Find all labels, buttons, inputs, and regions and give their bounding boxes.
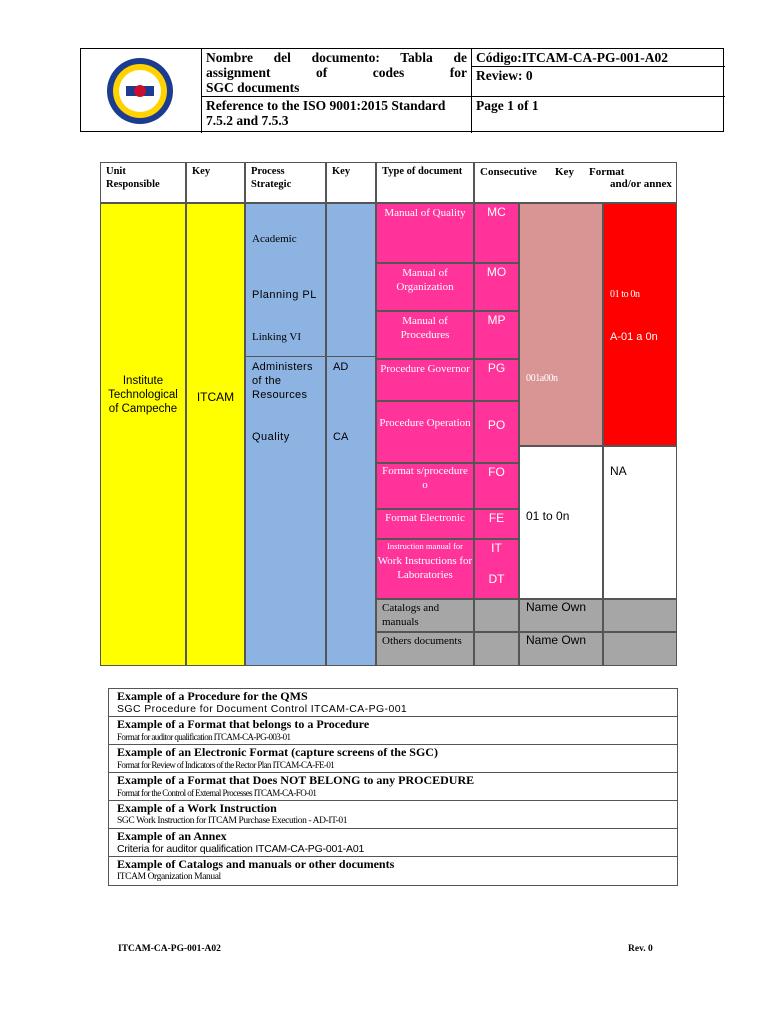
process-key-ca: CA: [333, 431, 349, 443]
header-consecutive-group: [474, 162, 677, 203]
document-name: [202, 49, 472, 97]
doc-name-line2: assignment of codes for: [206, 65, 467, 80]
key-it-dt: IT DT: [474, 539, 519, 599]
key-catalogs: [474, 599, 519, 632]
process-academic: Academic: [252, 233, 297, 245]
consecutive-range-b: [519, 446, 603, 599]
consecutive-others: [519, 632, 603, 666]
process-cell: [245, 203, 326, 666]
format-catalogs: [603, 599, 677, 632]
header-key1: Key: [186, 162, 245, 203]
footer-code: ITCAM-CA-PG-001-A02: [118, 944, 221, 954]
type-others: [376, 632, 474, 666]
process-quality: Quality: [252, 431, 290, 443]
example-value: Format for Review of Indicators of the Rector Plan ITCAM-CA-FE-01: [117, 760, 335, 770]
example-title: Example of an Annex: [117, 829, 227, 843]
header-type: Type of document: [376, 162, 474, 203]
page-indicator: Page 1 of 1: [476, 98, 539, 113]
example-row: [109, 773, 677, 801]
format-range: [603, 203, 677, 446]
process-divider: [245, 356, 376, 357]
format-range-2: A-01 a 0n: [610, 331, 658, 343]
consecutive-catalogs: [519, 599, 603, 632]
header-key2: Key: [326, 162, 376, 203]
example-row: [109, 857, 677, 885]
example-title: Example of a Work Instruction: [117, 801, 277, 815]
example-row: [109, 829, 677, 857]
example-row: [109, 745, 677, 773]
type-fo: [376, 463, 474, 509]
type-it: [376, 539, 474, 599]
key-fe: FE: [474, 509, 519, 539]
process-administers: Administers of the Resources: [252, 361, 313, 401]
header-consecutive: Consecutive: [480, 166, 537, 178]
example-value: Criteria for auditor qualification ITCAM-CA-PG-001-A01: [117, 843, 365, 855]
example-title: Example of Catalogs and manuals or other documents: [117, 857, 395, 871]
catalogs-name-own: Name Own: [526, 600, 587, 614]
example-title: Example of a Format that Does NOT BELONG to any PROCEDURE: [117, 773, 475, 787]
consecutive-b-label: 01 to 0n: [526, 509, 570, 523]
institute-logo: [105, 56, 175, 126]
key-po: PO: [474, 401, 519, 463]
format-range-1: 01 to 0n: [610, 289, 640, 300]
example-value: SGC Procedure for Document Control ITCAM-CA-PG-001: [117, 703, 408, 715]
example-value: SGC Work Instruction for ITCAM Purchase Execution - AD-IT-01: [117, 816, 348, 826]
document-code: Código:ITCAM-CA-PG-001-A02: [472, 49, 725, 67]
type-it-label: Instruction manual for: [386, 541, 463, 551]
example-row: [109, 717, 677, 745]
type-po: [376, 401, 474, 463]
consecutive-a-label: 001a00n: [526, 373, 558, 384]
type-mo: [376, 263, 474, 311]
type-pg: [376, 359, 474, 401]
doc-name-line1: Nombre del documento: Tabla de: [206, 50, 467, 65]
unit-cell: [100, 203, 186, 666]
header-key3: Key: [555, 166, 574, 178]
example-row: [109, 801, 677, 829]
type-mp-label: Manual of Procedures: [400, 315, 450, 341]
unit-key: ITCAM: [196, 390, 235, 404]
header-unit: Unit Responsible: [100, 162, 186, 203]
format-na-label: NA: [610, 464, 627, 478]
format-others: [603, 632, 677, 666]
type-mp: [376, 311, 474, 359]
type-pg-label: Procedure Governor: [380, 363, 470, 375]
key-mc: MC: [474, 203, 519, 263]
type-mo-label: Manual of Organization: [396, 267, 454, 293]
document-review: Review: 0: [472, 67, 725, 97]
process-planning: Planning PL: [252, 289, 317, 301]
format-na: [603, 446, 677, 599]
process-key-ad: AD: [333, 361, 349, 373]
example-value: Format for auditor qualification ITCAM-CA-PG-003-01: [117, 732, 291, 742]
example-title: Example of a Procedure for the QMS: [117, 689, 308, 703]
header-format-annex: and/or annex: [610, 178, 672, 190]
header-format: Format: [589, 166, 625, 178]
type-fe: [376, 509, 474, 539]
type-fo-label: Format s/procedure o: [382, 465, 468, 491]
example-value: Format for the Control of External Processes ITCAM-CA-FO-01: [117, 788, 317, 798]
examples-table: [108, 688, 678, 886]
unit-key-cell: [186, 203, 245, 666]
footer-revision: Rev. 0: [628, 944, 653, 954]
type-mc: [376, 203, 474, 263]
key-others: [474, 632, 519, 666]
others-name-own: Name Own: [526, 633, 587, 647]
logo-cell: [81, 49, 202, 133]
type-catalogs: [376, 599, 474, 632]
example-title: Example of an Electronic Format (capture screens of the SGC): [117, 745, 438, 759]
header-process: Process Strategic: [245, 162, 326, 203]
example-title: Example of a Format that belongs to a Procedure: [117, 717, 370, 731]
document-header: [80, 48, 724, 132]
consecutive-range-a: [519, 203, 603, 446]
key-fo: FO: [474, 463, 519, 509]
process-key-cell: [326, 203, 376, 666]
example-value: ITCAM Organization Manual: [117, 872, 221, 882]
type-others-label: Others documents: [382, 635, 462, 647]
key-pg: PG: [474, 359, 519, 401]
key-mo: MO: [474, 263, 519, 311]
doc-name-line3: SGC documents: [206, 80, 300, 95]
iso-reference: Reference to the ISO 9001:2015 Standard 7.5.2 and 7.5.3: [202, 97, 472, 133]
process-linking: Linking VI: [252, 331, 301, 343]
unit-name: Institute Technological of Campeche: [108, 375, 178, 415]
type-catalogs-label: Catalogs and manuals: [382, 602, 440, 628]
type-dt-label: Work Instructions for Laboratories: [377, 555, 473, 581]
example-row: [109, 689, 677, 717]
type-mc-label: Manual of Quality: [384, 207, 466, 219]
key-mp: MP: [474, 311, 519, 359]
type-fe-label: Format Electronic: [385, 512, 465, 524]
type-po-label: Procedure Operation: [379, 417, 471, 429]
